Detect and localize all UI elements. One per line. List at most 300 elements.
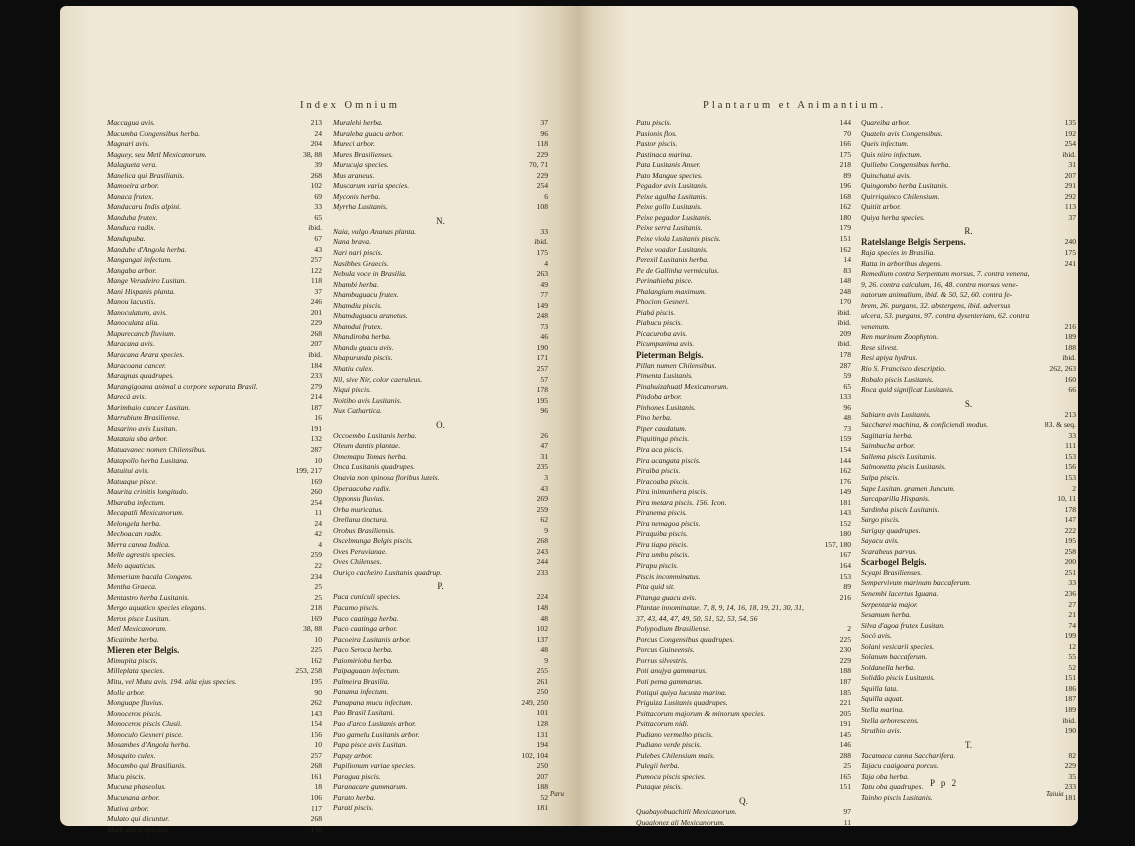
- entry-term: Nil, sive Nir, color caeruleus.: [333, 374, 423, 384]
- entry-term: Peixe viola Lusitanis piscis.: [636, 234, 721, 244]
- entry-term: Maguey, seu Metl Mexicanorum.: [107, 149, 207, 159]
- entry-page-ref: 250: [536, 687, 548, 697]
- index-entry: [636, 445, 851, 456]
- entry-term: Masarino avis Lusitan.: [107, 423, 178, 433]
- index-entry: [636, 171, 851, 182]
- entry-term: Nhamdiu piscis.: [333, 300, 382, 310]
- index-entry: [861, 782, 1076, 793]
- entry-term: Piraquiba piscis.: [636, 529, 688, 539]
- entry-term: Paco caatinga arbor.: [333, 624, 398, 634]
- entry-page-ref: 246: [310, 297, 322, 307]
- entry-term: Malagueta vera.: [107, 160, 158, 170]
- entry-term: Quabayobuachitli Mexicanorum.: [636, 807, 737, 816]
- index-entry: [636, 466, 851, 477]
- entry-page-ref: 195: [1064, 536, 1076, 546]
- entry-page-ref: ibid.: [308, 223, 322, 233]
- entry-page-ref: 102: [536, 624, 548, 634]
- entry-page-ref: 291: [1064, 181, 1076, 191]
- entry-page-ref: 236: [1064, 588, 1076, 598]
- entry-term: Peixe voador Lusitanis.: [636, 244, 708, 254]
- index-entry: [636, 150, 851, 161]
- entry-page-ref: 10, 11: [1057, 494, 1076, 504]
- index-entry: [333, 181, 548, 192]
- index-entry: [107, 782, 322, 793]
- entry-page-ref: 168: [839, 191, 851, 201]
- entry-page-ref: 83. & seq.: [1044, 420, 1076, 430]
- index-entry: [636, 677, 851, 688]
- entry-term: Pumocu piscis species.: [636, 771, 706, 781]
- entry-page-ref: 49: [540, 279, 548, 289]
- index-entry: [861, 332, 1076, 343]
- entry-term: Pacoeira Lusitanis arbor.: [333, 634, 411, 644]
- index-entry: [107, 287, 322, 298]
- entry-page-ref: 181: [1064, 792, 1076, 802]
- index-entry: [636, 308, 851, 319]
- entry-page-ref: 149: [536, 300, 548, 310]
- entry-page-ref: 201: [310, 307, 322, 317]
- index-entry: [333, 406, 548, 417]
- entry-term: Sempervivum marinum baccaferum.: [861, 578, 971, 588]
- index-entry: [636, 772, 851, 783]
- entry-page-ref: 195: [310, 676, 322, 686]
- entry-term: Polypodium Brasiliense.: [636, 624, 711, 634]
- entry-term: Salmonetta piscis Lusitanis.: [861, 462, 947, 472]
- entry-term: Pacamo piscis.: [333, 602, 379, 612]
- entry-page-ref: 260: [310, 487, 322, 497]
- index-entry: [333, 462, 548, 473]
- index-entry: [333, 301, 548, 312]
- entry-page-ref: 37: [1068, 212, 1076, 222]
- index-entry: [636, 561, 851, 572]
- entry-page-ref: 189: [1064, 332, 1076, 342]
- index-entry: [333, 547, 548, 558]
- index-entry: [636, 297, 851, 308]
- index-entry: [107, 593, 322, 604]
- entry-page-ref: 57: [540, 374, 548, 384]
- entry-page-ref: 254: [1064, 139, 1076, 149]
- index-entry: [861, 269, 1076, 280]
- index-entry: [107, 624, 322, 635]
- entry-term: Pieterman Belgis.: [636, 350, 704, 361]
- entry-page-ref: 157, 180: [824, 539, 851, 549]
- index-entry: [107, 139, 322, 150]
- entry-page-ref: 230: [839, 645, 851, 655]
- index-entry: [107, 740, 322, 751]
- index-entry: [107, 403, 322, 414]
- entry-page-ref: 48: [540, 613, 548, 623]
- entry-page-ref: 149: [839, 487, 851, 497]
- entry-page-ref: 12: [1068, 641, 1076, 651]
- index-entry: [333, 740, 548, 751]
- entry-page-ref: 181: [536, 803, 548, 813]
- entry-page-ref: 16: [314, 413, 322, 423]
- entry-term: Maracoana cancer.: [107, 360, 167, 370]
- entry-term: Monoceros piscis Clusii.: [107, 719, 183, 729]
- index-entry: [333, 592, 548, 603]
- entry-term: Nana brava.: [333, 237, 371, 247]
- index-entry: [107, 445, 322, 456]
- index-entry: [636, 255, 851, 266]
- entry-term: Squilla aquat.: [861, 694, 904, 704]
- entry-term: Pino herba.: [636, 413, 672, 423]
- entry-page-ref: 153: [839, 571, 851, 581]
- section-letter-n: N.: [436, 215, 445, 226]
- entry-term: Nhandiroba herba.: [333, 332, 391, 342]
- index-entry: [107, 656, 322, 667]
- entry-page-ref: 18: [314, 782, 322, 792]
- entry-term: Pinahuizahuatl Mexicanorum.: [636, 381, 729, 391]
- entry-term: Piabucu piscis.: [636, 318, 683, 328]
- entry-term: Priguiza Lusitanis quadrupes.: [636, 698, 728, 708]
- entry-page-ref: 185: [839, 687, 851, 697]
- entry-page-ref: 184: [310, 360, 322, 370]
- entry-term: Rio S. Francisco descriptio.: [861, 364, 946, 374]
- entry-page-ref: 162: [839, 466, 851, 476]
- entry-page-ref: 204: [310, 139, 322, 149]
- entry-page-ref: 175: [839, 149, 851, 159]
- entry-page-ref: 176: [839, 476, 851, 486]
- entry-term: Pitanga guacu avis.: [636, 592, 697, 602]
- entry-term: Saccharei machina, & conficiendi modus.: [861, 420, 989, 430]
- entry-page-ref: 70, 71: [529, 160, 548, 170]
- entry-term: Paranacare gummarum.: [333, 782, 408, 792]
- entry-page-ref: 33: [314, 202, 322, 212]
- entry-page-ref: 106: [310, 793, 322, 802]
- entry-page-ref: 35: [1068, 771, 1076, 781]
- entry-page-ref: 69: [314, 191, 322, 201]
- index-entry: [107, 371, 322, 382]
- index-entry: [107, 382, 322, 393]
- index-entry: [333, 614, 548, 625]
- entry-page-ref: 52: [540, 792, 548, 802]
- entry-term: Pao gamelu Lusitanis arbor.: [333, 729, 420, 739]
- entry-term: Mulato qui dicuntur.: [107, 814, 170, 824]
- entry-term: Raja species in Brasilia.: [861, 248, 936, 258]
- entry-page-ref: 187: [310, 402, 322, 412]
- index-entry: [333, 698, 548, 709]
- entry-term: Macumba Congensibus herba.: [107, 128, 201, 138]
- index-entry: [636, 213, 851, 224]
- entry-page-ref: 25: [843, 761, 851, 771]
- entry-page-ref: 96: [540, 406, 548, 416]
- index-entry: [107, 561, 322, 572]
- entry-page-ref: 102: [310, 181, 322, 191]
- entry-term: Tainho piscis Lusitanis.: [861, 792, 933, 802]
- entry-term: Opponsu fluvius.: [333, 494, 385, 504]
- entry-page-ref: 52: [1068, 662, 1076, 672]
- entry-page-ref: 205: [839, 708, 851, 718]
- entry-page-ref: 213: [310, 118, 322, 127]
- entry-page-ref: 148: [536, 602, 548, 612]
- entry-page-ref: 207: [310, 339, 322, 349]
- entry-page-ref: 143: [310, 708, 322, 718]
- index-entry: [107, 150, 322, 161]
- entry-page-ref: 241: [1064, 258, 1076, 268]
- entry-page-ref: 229: [536, 149, 548, 159]
- entry-page-ref: [847, 614, 851, 625]
- entry-page-ref: 257: [310, 750, 322, 760]
- entry-term: Mimupita piscis.: [107, 655, 158, 665]
- entry-term: Pira metara piscis. 156. Icon.: [636, 497, 727, 507]
- entry-page-ref: 133: [839, 392, 851, 402]
- index-entry: [861, 694, 1076, 705]
- entry-term: Poti anujya gammarus.: [636, 666, 708, 676]
- index-entry: [861, 213, 1076, 224]
- index-entry: [636, 139, 851, 150]
- index-entry: [333, 568, 548, 579]
- entry-term: Tacamaca canna Saccharifera.: [861, 750, 956, 760]
- index-entry: [333, 322, 548, 333]
- entry-page-ref: 261: [536, 676, 548, 686]
- entry-term: venenum.: [861, 321, 890, 331]
- entry-term: Mucuna phaseolus.: [107, 782, 167, 792]
- index-entry: [636, 709, 851, 720]
- entry-term: Meros pisce Lusitan.: [107, 613, 171, 623]
- entry-term: Monguape fluvius.: [107, 698, 164, 708]
- index-entry: [861, 505, 1076, 516]
- entry-term: Sagittaria herba.: [861, 430, 913, 440]
- entry-term: Porcus Congensibus quadrupes.: [636, 634, 735, 644]
- entry-term: Peixe gollo Lusitanis.: [636, 202, 703, 212]
- index-entry: [333, 259, 548, 270]
- entry-page-ref: 25: [314, 592, 322, 602]
- entry-term: Panama infectum.: [333, 687, 389, 697]
- entry-page-ref: 188: [1064, 342, 1076, 352]
- entry-term: Ouriço cacheiro Lusitanis quadrup.: [333, 567, 442, 577]
- index-entry: [636, 519, 851, 530]
- entry-term: Mieren eter Belgis.: [107, 645, 180, 656]
- entry-term: Piper caudatum.: [636, 423, 687, 433]
- entry-term: Sargo piscis.: [861, 515, 900, 525]
- entry-term: Solidão piscis Lusitanis.: [861, 673, 936, 683]
- entry-term: Pira nemagoa piscis.: [636, 518, 701, 528]
- entry-term: Senembi lacertus Iguana.: [861, 588, 939, 598]
- index-entry: [107, 772, 322, 783]
- entry-page-ref: 229: [536, 170, 548, 180]
- index-entry: [861, 515, 1076, 526]
- entry-term: Maracana avis.: [107, 339, 155, 349]
- entry-term: Pastor piscis.: [636, 139, 678, 149]
- entry-term: Paragua piscis.: [333, 771, 381, 781]
- entry-term: Mani Hispanis planta.: [107, 286, 176, 296]
- entry-term: Pudiano vermelho piscis.: [636, 729, 713, 739]
- entry-term: Muraleba guacu arbor.: [333, 128, 404, 138]
- index-entry: [636, 403, 851, 414]
- entry-term: Squilla lata.: [861, 683, 899, 693]
- index-entry: [107, 339, 322, 350]
- entry-term: Piracoaba piscis.: [636, 476, 690, 486]
- index-entry: [636, 234, 851, 245]
- index-entry: [636, 456, 851, 467]
- index-entry: [107, 677, 322, 688]
- entry-term: Monoceros piscis.: [107, 708, 162, 718]
- entry-term: Orellana tinctura.: [333, 515, 388, 525]
- entry-page-ref: 47: [540, 441, 548, 451]
- entry-term: Maragnas quadrupes.: [107, 371, 175, 381]
- entry-page-ref: 67: [314, 234, 322, 244]
- entry-page-ref: [1072, 269, 1076, 280]
- entry-page-ref: 259: [536, 504, 548, 514]
- entry-page-ref: 199: [1064, 631, 1076, 641]
- index-entry: [107, 129, 322, 140]
- entry-page-ref: 96: [843, 402, 851, 412]
- entry-term: Maurita crinitis longitudo.: [107, 487, 189, 497]
- entry-page-ref: 209: [839, 328, 851, 338]
- entry-page-ref: 175: [1064, 248, 1076, 258]
- entry-page-ref: 253, 258: [295, 666, 322, 676]
- entry-page-ref: 233: [1064, 782, 1076, 792]
- index-entry: [861, 494, 1076, 505]
- entry-page-ref: [1072, 301, 1076, 312]
- entry-page-ref: 249, 250: [521, 697, 548, 707]
- entry-page-ref: 135: [1064, 118, 1076, 127]
- index-entry: [107, 276, 322, 287]
- entry-term: Nhandu guacu avis.: [333, 342, 394, 352]
- index-entry: [107, 361, 322, 372]
- index-entry: [636, 361, 851, 372]
- entry-page-ref: 156: [310, 824, 322, 834]
- catchword: Paru: [550, 790, 564, 798]
- entry-page-ref: 137: [536, 634, 548, 644]
- entry-term: Memeriam bacala Congens.: [107, 571, 193, 581]
- index-entry: [333, 139, 548, 150]
- entry-term: Paco Seroca herba.: [333, 645, 393, 655]
- index-entry: [107, 297, 322, 308]
- index-entry: [107, 308, 322, 319]
- entry-term: Pulegii herba.: [636, 761, 680, 771]
- entry-term: 37, 43, 44, 47, 49, 50, 51, 52, 53, 54, 56: [636, 613, 758, 623]
- index-entry: [333, 452, 548, 463]
- entry-page-ref: 11: [314, 508, 322, 518]
- section-letter-p: P.: [437, 581, 444, 592]
- entry-term: Matuavanec nomen Chilensibus.: [107, 444, 207, 454]
- entry-term: Quirriquinco Chilensium.: [861, 191, 940, 201]
- index-entry: [107, 434, 322, 445]
- index-entry: [636, 698, 851, 709]
- index-entry: [636, 645, 851, 656]
- entry-term: Parato herba.: [333, 792, 376, 802]
- entry-term: Ratelslange Belgis Serpens.: [861, 237, 966, 248]
- index-entry: [333, 666, 548, 677]
- entry-page-ref: 146: [839, 740, 851, 750]
- index-entry: [861, 716, 1076, 727]
- entry-page-ref: 162: [310, 655, 322, 665]
- entry-term: Marrubium Brasiliense.: [107, 413, 180, 423]
- entry-term: Quiliebo Congensibus herba.: [861, 160, 951, 170]
- index-entry: [107, 698, 322, 709]
- index-entry: [107, 793, 322, 804]
- entry-page-ref: 162: [839, 244, 851, 254]
- index-entry: [333, 526, 548, 537]
- index-entry: [636, 202, 851, 213]
- entry-page-ref: 37: [314, 286, 322, 296]
- entry-term: Stella arborescens.: [861, 715, 919, 725]
- entry-term: Phocion Gesneri.: [636, 297, 690, 307]
- entry-term: Taja oba herba.: [861, 771, 910, 781]
- index-entry: [333, 364, 548, 375]
- entry-page-ref: 254: [310, 497, 322, 507]
- entry-term: Papilionum variae species.: [333, 761, 416, 771]
- entry-term: Oleum dantis plantae.: [333, 441, 401, 451]
- index-entry: [107, 529, 322, 540]
- entry-page-ref: 144: [839, 455, 851, 465]
- entry-page-ref: 70: [843, 128, 851, 138]
- index-entry: [333, 687, 548, 698]
- index-entry: [107, 761, 322, 772]
- index-column-2: [333, 118, 548, 814]
- entry-term: Piraiba piscis.: [636, 466, 681, 476]
- index-entry: [333, 656, 548, 667]
- index-entry: [861, 578, 1076, 589]
- entry-term: Panapana mucu infectum.: [333, 697, 413, 707]
- entry-term: Plantae innominatae. 7, 8, 9, 14, 16, 18, 19, 21, 30, 31,: [636, 603, 804, 613]
- entry-term: Mandube d'Angola herba.: [107, 244, 187, 254]
- entry-page-ref: 97: [843, 807, 851, 816]
- entry-page-ref: 160: [1064, 374, 1076, 384]
- index-entry: [107, 487, 322, 498]
- entry-term: Pimenta Lusitanis.: [636, 371, 693, 381]
- entry-term: Remedium contra Serpentum morsus, 7. contra venena,: [861, 269, 1030, 279]
- entry-page-ref: 77: [540, 290, 548, 300]
- entry-term: Mbaraba infectum.: [107, 497, 166, 507]
- entry-page-ref: 24: [314, 128, 322, 138]
- entry-term: Mulli piscis species.: [107, 824, 169, 834]
- entry-term: Manou lacustis.: [107, 297, 156, 307]
- entry-term: Pindoba arbor.: [636, 392, 682, 402]
- index-entry: [636, 688, 851, 699]
- index-entry: [107, 825, 322, 836]
- entry-page-ref: 175: [536, 248, 548, 258]
- entry-page-ref: 189: [1064, 704, 1076, 714]
- entry-term: Quiya herba species.: [861, 212, 925, 222]
- index-entry: [107, 645, 322, 656]
- entry-term: Ren marinum Zoophyton.: [861, 332, 939, 342]
- index-entry: [861, 181, 1076, 192]
- entry-page-ref: 33: [540, 226, 548, 236]
- index-entry: [861, 420, 1076, 431]
- index-entry: [861, 248, 1076, 259]
- index-entry: [636, 582, 851, 593]
- entry-page-ref: 65: [314, 212, 322, 222]
- entry-term: Mangaba arbor.: [107, 265, 157, 275]
- entry-page-ref: 31: [540, 451, 548, 461]
- entry-term: Monoculo Gesneri pisce.: [107, 729, 184, 739]
- entry-page-ref: 37: [540, 118, 548, 127]
- entry-term: Orba muricatus.: [333, 504, 384, 514]
- index-entry: [861, 793, 1076, 804]
- entry-term: Mamoeira arbor.: [107, 181, 159, 191]
- index-entry: [861, 118, 1076, 129]
- index-entry: [861, 473, 1076, 484]
- entry-term: Paiomirioba herba.: [333, 655, 393, 665]
- entry-page-ref: 165: [839, 771, 851, 781]
- entry-term: Quinchatui avis.: [861, 170, 912, 180]
- entry-page-ref: 257: [536, 364, 548, 374]
- index-entry: [333, 332, 548, 343]
- entry-term: Socó avis.: [861, 631, 892, 641]
- entry-term: Pasionis flos.: [636, 128, 677, 138]
- index-entry: [861, 726, 1076, 737]
- index-entry: [107, 582, 322, 593]
- entry-page-ref: 229: [839, 655, 851, 665]
- entry-page-ref: 166: [839, 139, 851, 149]
- entry-page-ref: 233: [536, 567, 548, 577]
- index-entry: [107, 477, 322, 488]
- entry-page-ref: 244: [536, 557, 548, 567]
- entry-page-ref: 254: [536, 181, 548, 191]
- entry-page-ref: 33: [1068, 430, 1076, 440]
- index-entry: [107, 245, 322, 256]
